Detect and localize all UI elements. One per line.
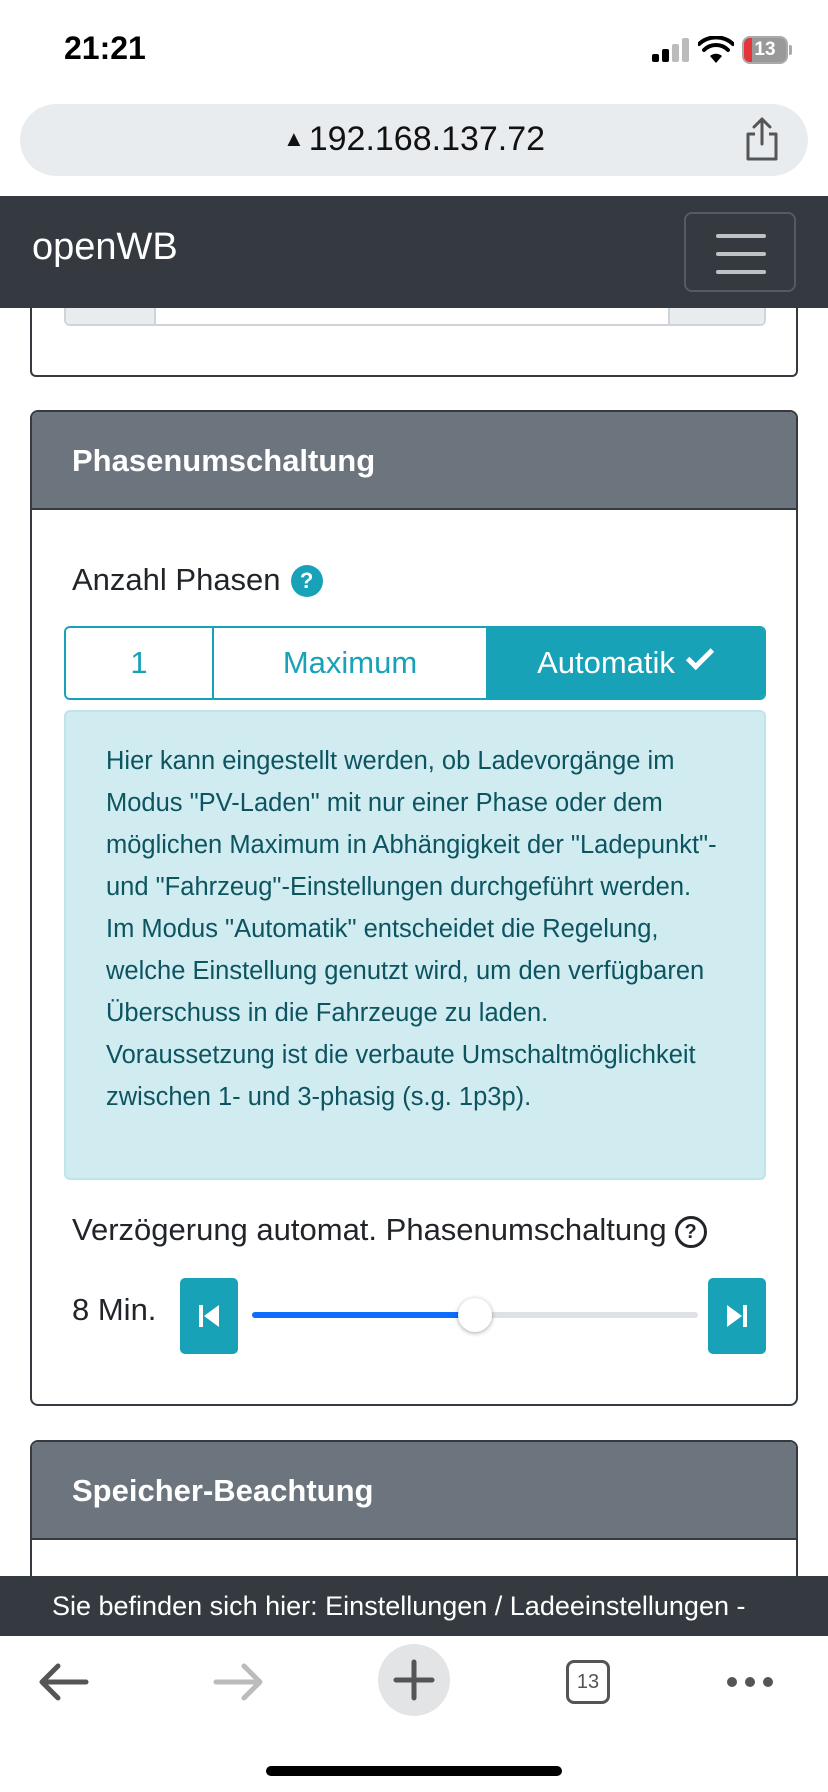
wifi-icon: [698, 36, 734, 64]
address-bar[interactable]: [20, 104, 808, 176]
step-forward-button[interactable]: [708, 1278, 766, 1354]
step-forward-icon: [725, 1304, 749, 1328]
phases-label-row: [72, 562, 323, 598]
question-circle-icon[interactable]: ?: [675, 1216, 707, 1248]
battery-level: 13: [754, 39, 776, 60]
delay-slider-fill: [252, 1312, 475, 1318]
cellular-signal-icon: [652, 38, 692, 62]
delay-slider-row: [32, 1274, 796, 1354]
delay-slider-thumb[interactable]: [458, 1298, 492, 1332]
status-time: 21:21: [64, 30, 146, 66]
phase-option-automatik-label: Automatik: [537, 645, 675, 680]
delay-value: 8 Min.: [72, 1292, 157, 1327]
phase-option-automatik[interactable]: [486, 628, 764, 698]
delay-label-row: [72, 1212, 707, 1248]
step-backward-button[interactable]: [180, 1278, 238, 1354]
step-backward-icon: [197, 1304, 221, 1328]
tab-count: 13: [566, 1660, 610, 1704]
question-circle-icon[interactable]: ?: [291, 565, 323, 597]
tabs-button[interactable]: [550, 1644, 626, 1720]
forward-arrow-icon[interactable]: [200, 1644, 276, 1720]
phases-button-group: [64, 626, 766, 700]
check-icon: [686, 642, 714, 670]
breadcrumb: Sie befinden sich hier: Einstellungen / Ladeeinstellungen -: [0, 1576, 828, 1636]
phase-switch-card: [30, 410, 798, 1406]
new-tab-button[interactable]: [378, 1644, 450, 1716]
ios-status-bar: [0, 0, 828, 100]
delay-label: Verzögerung automat. Phasenumschaltung: [72, 1212, 667, 1247]
phases-help-text: Hier kann eingestellt werden, ob Ladevorgänge im Modus "PV-Laden" mit nur einer Phase oder dem möglichen Maximum in Abhängigkeit der "Ladepunkt"- und "Fahrzeug"-Einstellungen durchgeführt werden. Im Modus "Automatik" entscheidet die Regelung, welche Einstellung genutzt wird, um den verfügbaren Überschuss in die Fahrzeuge zu laden. Voraussetzung ist die verbaute Umschaltmöglichkeit zwischen 1- und 3-phasig (s.g. 1p3p).: [64, 710, 766, 1180]
app-navbar: [0, 196, 828, 308]
brand-logo[interactable]: openWB: [32, 226, 178, 268]
home-indicator: [266, 1766, 562, 1776]
phases-label: Anzahl Phasen: [72, 562, 281, 597]
card-title: Phasenumschaltung: [32, 412, 796, 510]
battery-icon: [742, 36, 788, 64]
phase-option-1[interactable]: 1: [66, 628, 214, 698]
share-icon[interactable]: [742, 116, 782, 162]
phase-option-maximum[interactable]: Maximum: [214, 628, 486, 698]
hamburger-menu-icon[interactable]: [684, 212, 796, 292]
back-arrow-icon[interactable]: [26, 1644, 102, 1720]
card-title: Speicher-Beachtung: [32, 1442, 796, 1540]
warning-icon: ▲: [282, 126, 305, 151]
plus-icon: [378, 1644, 450, 1716]
more-icon[interactable]: [712, 1644, 788, 1720]
url-text: 192.168.137.72: [308, 120, 546, 158]
